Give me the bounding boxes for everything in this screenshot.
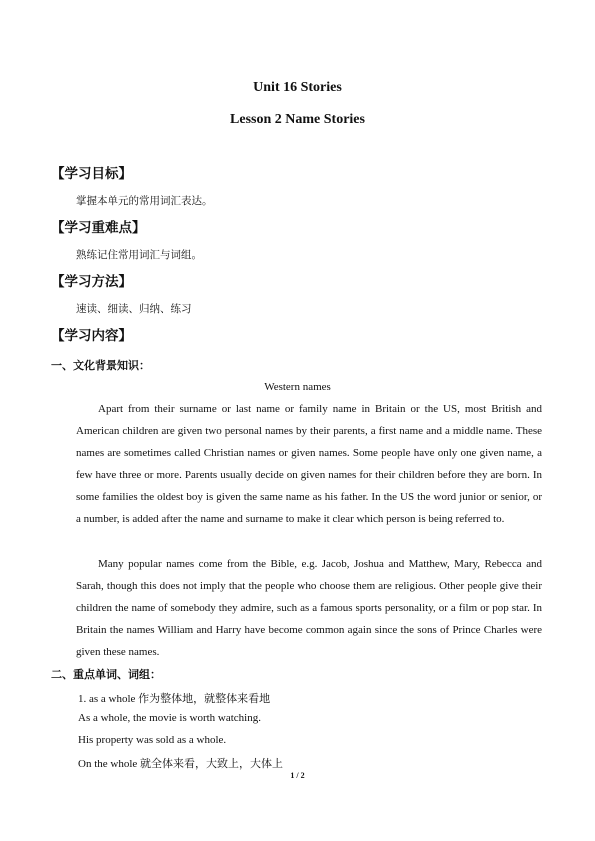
vocabulary-item: On the whole 就全体来看，大致上，大体上 (78, 758, 284, 770)
methods-heading: 【学习方法】 (51, 274, 132, 290)
vocabulary-heading: 二、重点单词、词组： (51, 668, 161, 681)
article-paragraph-1: Apart from their surname or last name or family name in Britain or the US, most British and American children are given two personal names by their parents, a first name and a middle name. These names are sometimes called Christian names or given names. Some people have only one given name, a few have three or more. Parents usually decide on given names for their children before they are born. In some families the oldest boy is given the same name as his father. In the US the word junior or senior, or a number, is added after the name and surname to make it clear which person is being referred to. (76, 403, 542, 525)
vocabulary-item: 1. as a whole 作为整体地，就整体来看地 (78, 693, 271, 705)
page-indicator: 1 / 2 (290, 771, 305, 780)
article-title: Western names (264, 381, 331, 393)
vocabulary-example: His property was sold as a whole. (78, 734, 227, 746)
key-points-text: 熟练记住常用词汇与词组。 (76, 249, 202, 261)
objectives-text: 掌握本单元的常用词汇表达。 (76, 195, 213, 207)
vocabulary-example: As a whole, the movie is worth watching. (78, 712, 261, 724)
background-heading: 一、文化背景知识： (51, 359, 150, 372)
content-heading: 【学习内容】 (51, 328, 132, 344)
objectives-heading: 【学习目标】 (51, 166, 132, 182)
lesson-title: Lesson 2 Name Stories (230, 112, 365, 127)
methods-text: 速读、细读、归纳、练习 (76, 303, 192, 315)
article-paragraph-2: Many popular names come from the Bible, e.g. Jacob, Joshua and Matthew, Mary, Rebecca and Sarah, though this does not imply that the people who choose them are religious. Other people give their children the name of somebody they admire, such as a famous sports personality, or a film or pop star. In Britain the names William and Harry have become common again since the sons of Prince Charles were given these names. (76, 558, 542, 658)
document-title: Unit 16 Stories (253, 80, 342, 95)
key-points-heading: 【学习重难点】 (51, 220, 146, 236)
